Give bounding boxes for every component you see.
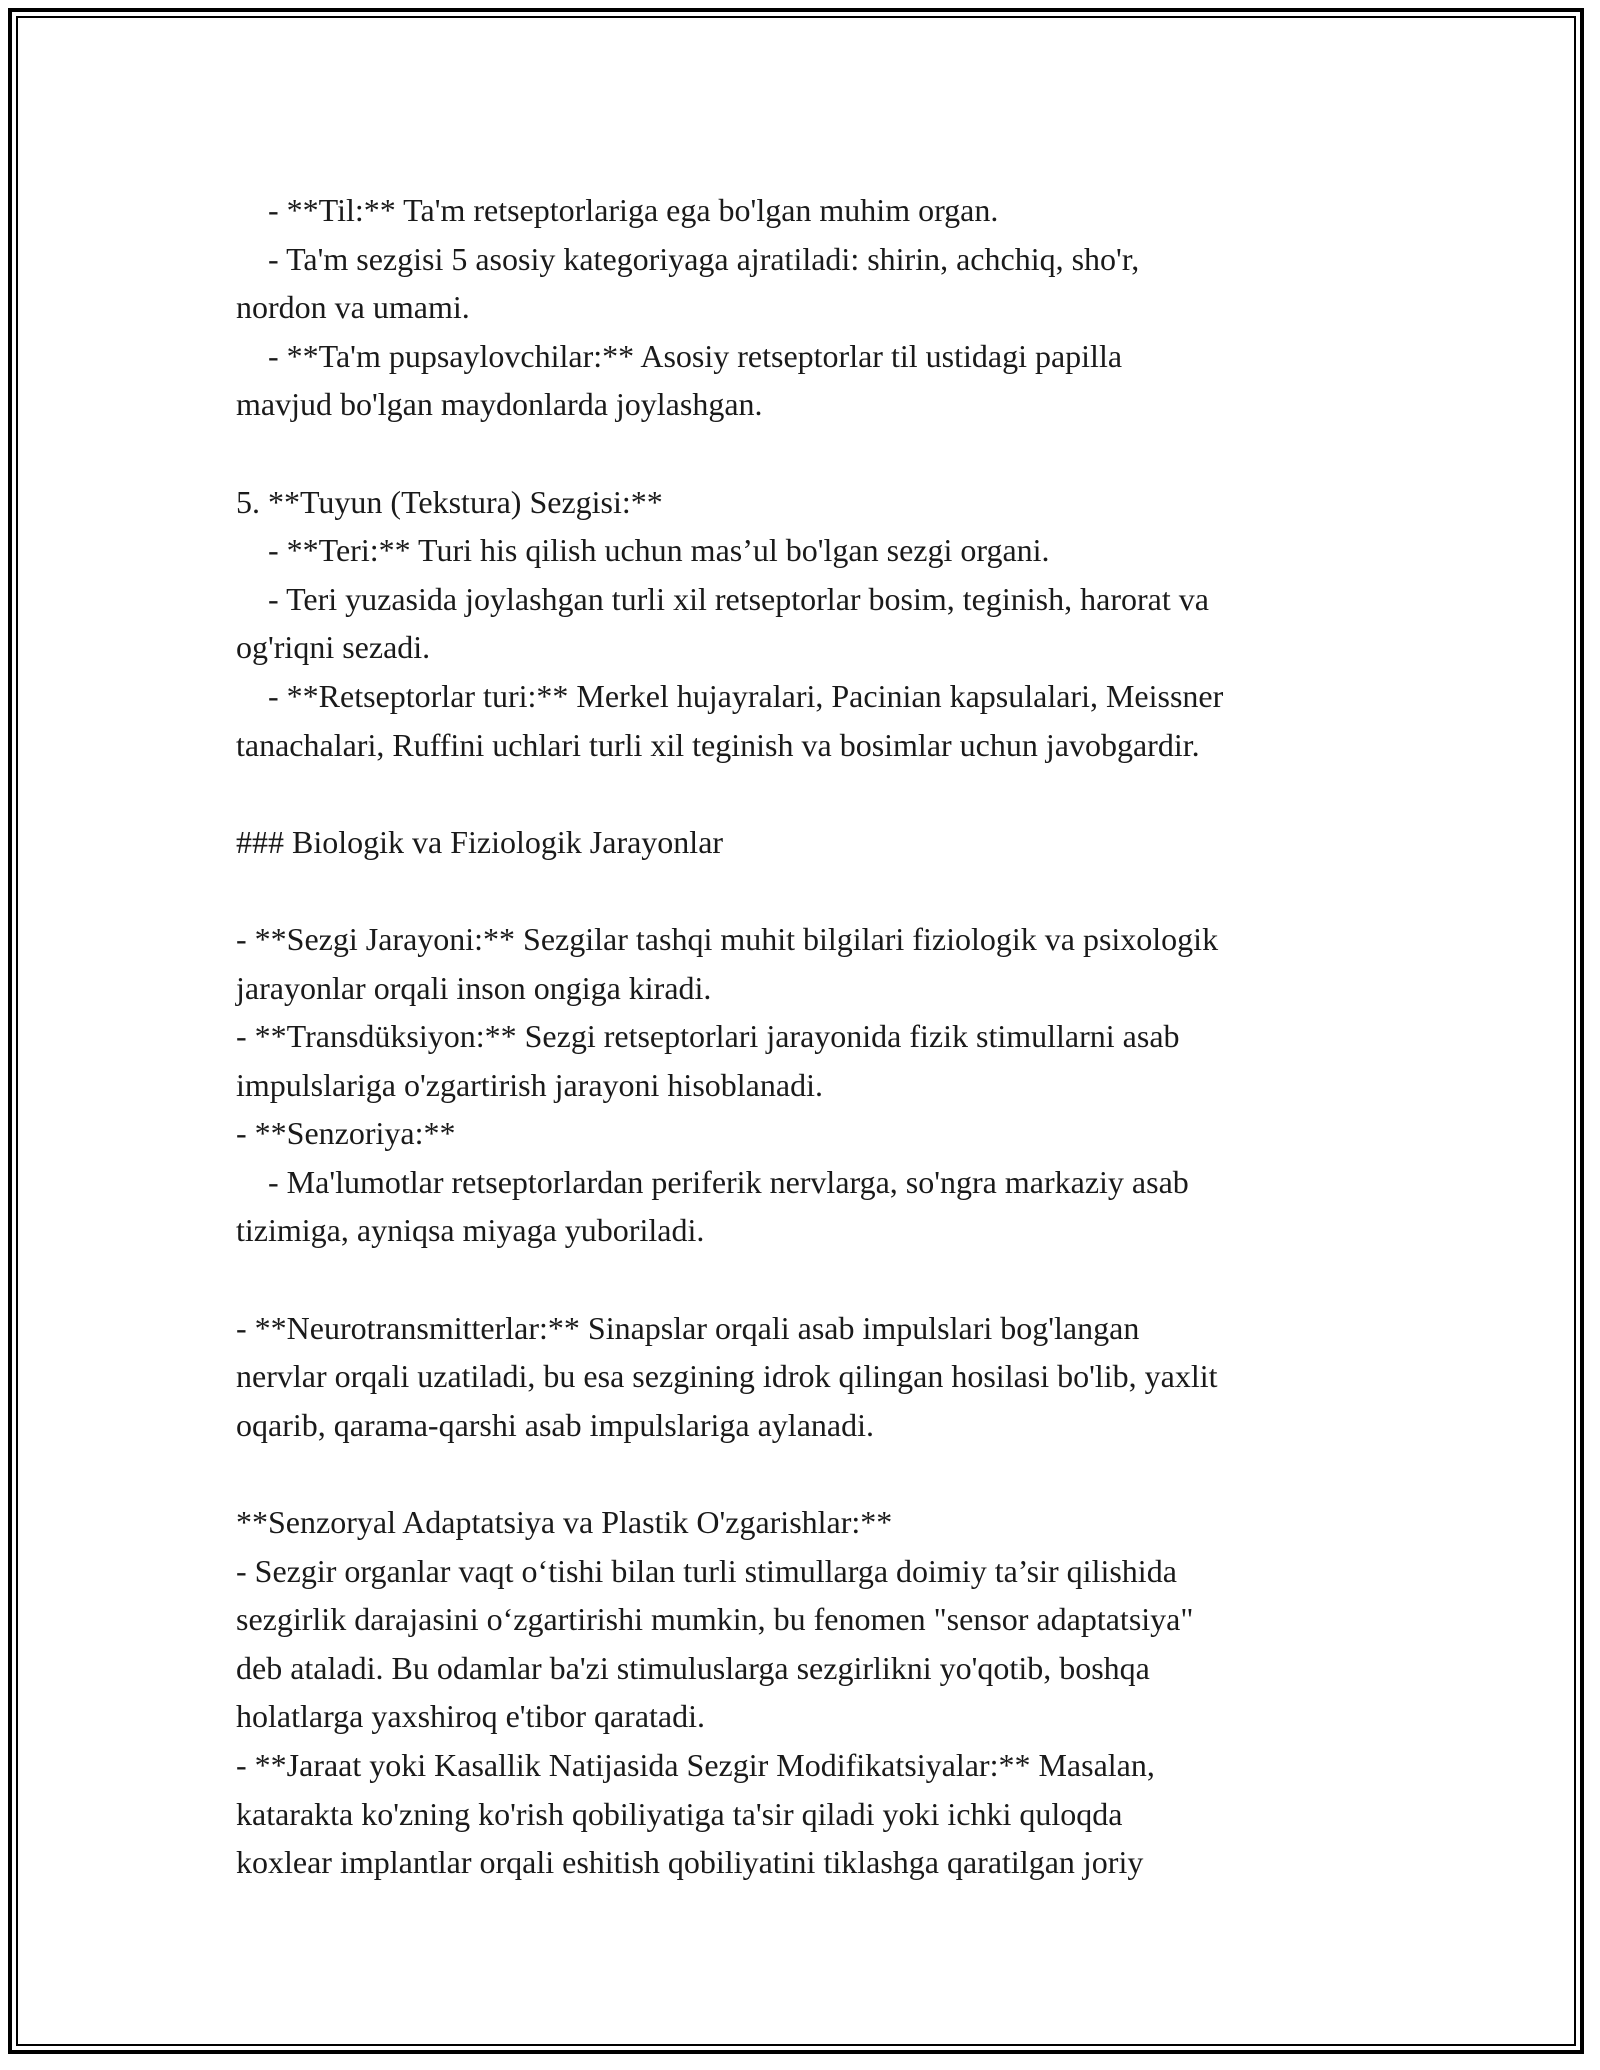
text-line: holatlarga yaxshiroq e'tibor qaratadi. [236,1698,706,1735]
text-line: nordon va umami. [236,289,470,326]
text-line: impulslariga o'zgartirish jarayoni hisoblanadi. [236,1066,823,1103]
text-line: tanachalari, Ruffini uchlari turli xil teginish va bosimlar uchun javobgardir. [236,726,1200,763]
blank-line [236,769,1376,818]
text-line: - **Retseptorlar turi:** Merkel hujayralari, Pacinian kapsulalari, Meissner [236,677,1224,714]
text-line: deb ataladi. Bu odamlar ba'zi stimuluslarga sezgirlikni yo'qotib, boshqa [236,1649,1150,1686]
text-line: oqarib, qarama-qarshi asab impulslariga aylanadi. [236,1406,874,1443]
section-heading: ### Biologik va Fiziologik Jarayonlar [236,823,724,860]
text-line: katarakta ko'zning ko'rish qobiliyatiga ta'sir qiladi yoki ichki quloqda [236,1795,1123,1832]
text-line: - Ta'm sezgisi 5 asosiy kategoriyaga ajratiladi: shirin, achchiq, sho'r, [236,240,1140,277]
text-line: - **Til:** Ta'm retseptorlariga ega bo'lgan muhim organ. [236,192,999,228]
document-body [236,186,1376,1887]
text-line: - **Sezgi Jarayoni:** Sezgilar tashqi muhit bilgilari fiziologik va psixologik [236,920,1219,957]
text-line: nervlar orqali uzatiladi, bu esa sezgining idrok qilingan hosilasi bo'lib, yaxlit [236,1358,1218,1395]
text-line: - Sezgir organlar vaqt o‘tishi bilan turli stimullarga doimiy ta’sir qilishida [236,1552,1177,1589]
text-line: - Teri yuzasida joylashgan turli xil retseptorlar bosim, teginish, harorat va [236,580,1209,617]
text-line: og'riqni sezadi. [236,629,431,666]
text-line: sezgirlik darajasini o‘zgartirishi mumkin, bu fenomen "sensor adaptatsiya" [236,1601,1194,1638]
text-line: - **Teri:** Turi his qilish uchun mas’ul bo'lgan sezgi organi. [236,532,1050,569]
text-line: - **Ta'm pupsaylovchilar:** Asosiy retseptorlar til ustidagi papilla [236,337,1123,374]
text-line: - **Neurotransmitterlar:** Sinapslar orqali asab impulslari bog'langan [236,1309,1140,1346]
text-line: tizimiga, ayniqsa miyaga yuboriladi. [236,1212,705,1249]
section-heading: 5. **Tuyun (Tekstura) Sezgisi:** [236,483,663,520]
section-heading: **Senzoryal Adaptatsiya va Plastik O'zgarishlar:** [236,1504,893,1541]
text-line: - **Transdüksiyon:** Sezgi retseptorlari jarayonida fizik stimullarni asab [236,1018,1180,1055]
text-line: - **Senzoriya:** [236,1115,456,1152]
text-line: koxlear implantlar orqali eshitish qobiliyatini tiklashga qaratilgan joriy [236,1844,1144,1881]
blank-line [236,1255,1376,1304]
text-line: - **Jaraat yoki Kasallik Natijasida Sezgir Modifikatsiyalar:** Masalan, [236,1747,1155,1783]
text-line: mavjud bo'lgan maydonlarda joylashgan. [236,386,763,423]
blank-line [236,866,1376,915]
text-line: - Ma'lumotlar retseptorlardan periferik nervlarga, so'ngra markaziy asab [236,1163,1189,1200]
text-line: jarayonlar orqali inson ongiga kiradi. [236,969,712,1006]
blank-line [236,429,1376,478]
blank-line [236,1449,1376,1498]
